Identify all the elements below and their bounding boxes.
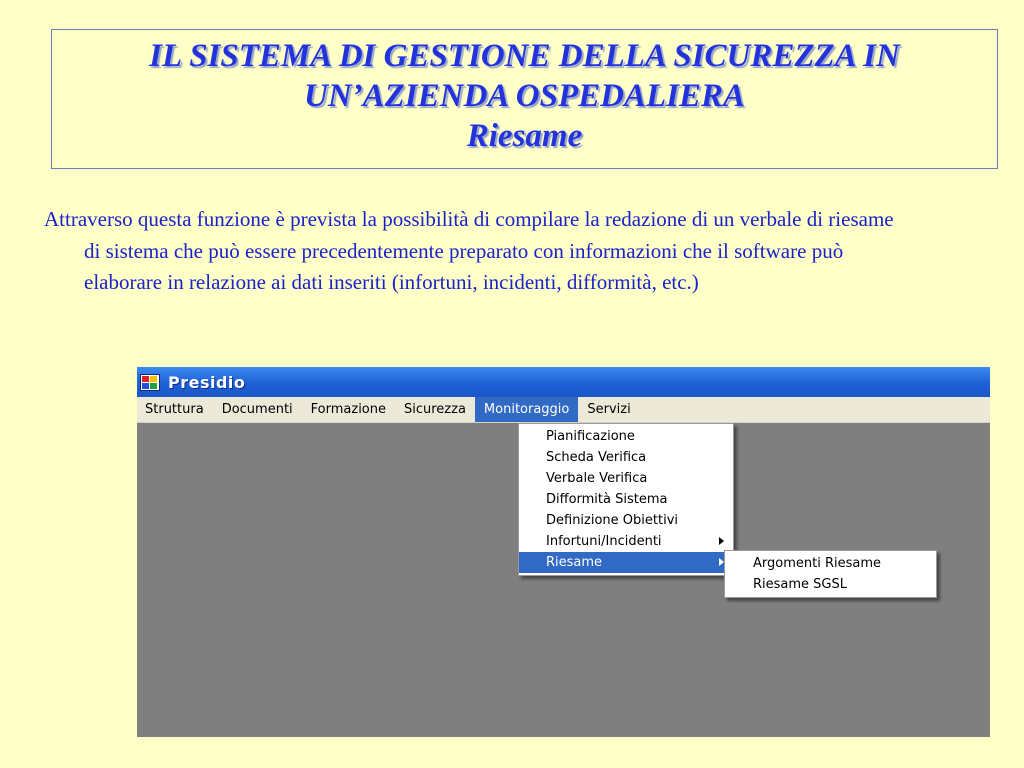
slide-title-box (51, 29, 998, 169)
riesame-submenu (724, 550, 937, 598)
menu-item-riesame[interactable] (519, 552, 733, 573)
menu-item-definizione-obiettivi[interactable] (519, 510, 733, 531)
window-titlebar[interactable] (137, 367, 990, 397)
window-title: Presidio (168, 372, 246, 392)
menu-monitoraggio[interactable]: Monitoraggio (475, 397, 578, 422)
menu-item-label: Difformità Sistema (546, 492, 668, 507)
menu-item-infortuni-incidenti[interactable] (519, 531, 733, 552)
menu-item-label: Scheda Verifica (546, 450, 647, 465)
slide-body (44, 204, 904, 299)
menu-item-label: Infortuni/Incidenti (546, 534, 662, 549)
menu-item-difformita-sistema[interactable] (519, 489, 733, 510)
slide-body-paragraph: Attraverso questa funzione è prevista la possibilità di compilare la redazione di un verbale di riesame di sistema che può essere precedentemente preparato con informazioni che il software può elaborare in relazione ai dati inseriti (infortuni, incidenti, difformità, etc.) (44, 207, 894, 294)
menu-struttura[interactable]: Struttura (145, 402, 204, 417)
menu-servizi[interactable]: Servizi (587, 402, 631, 417)
slide-title-line1: IL SISTEMA DI GESTIONE DELLA SICUREZZA IN (149, 38, 900, 74)
menu-item-verbale-verifica[interactable] (519, 468, 733, 489)
menu-item-label: Pianificazione (546, 429, 635, 444)
menu-item-riesame-sgsl[interactable]: Riesame SGSL (753, 577, 847, 592)
menu-bar (137, 397, 990, 423)
menu-item-pianificazione[interactable] (519, 426, 733, 447)
menu-formazione[interactable]: Formazione (310, 402, 386, 417)
slide-subtitle: Riesame (466, 118, 583, 154)
app-window-icon[interactable] (140, 374, 160, 391)
slide-title-line2: UN’AZIENDA OSPEDALIERA (303, 78, 745, 114)
presidio-app-window (137, 367, 990, 737)
menu-item-argomenti-riesame[interactable]: Argomenti Riesame (753, 556, 882, 571)
menu-item-label: Verbale Verifica (546, 471, 648, 486)
menu-item-label: Riesame (546, 555, 603, 570)
menu-sicurezza[interactable]: Sicurezza (404, 402, 466, 417)
menu-item-scheda-verifica[interactable] (519, 447, 733, 468)
submenu-arrow-icon (719, 537, 724, 545)
monitoraggio-dropdown (518, 423, 734, 576)
menu-documenti[interactable]: Documenti (221, 402, 293, 417)
menu-item-label: Definizione Obiettivi (546, 513, 679, 528)
